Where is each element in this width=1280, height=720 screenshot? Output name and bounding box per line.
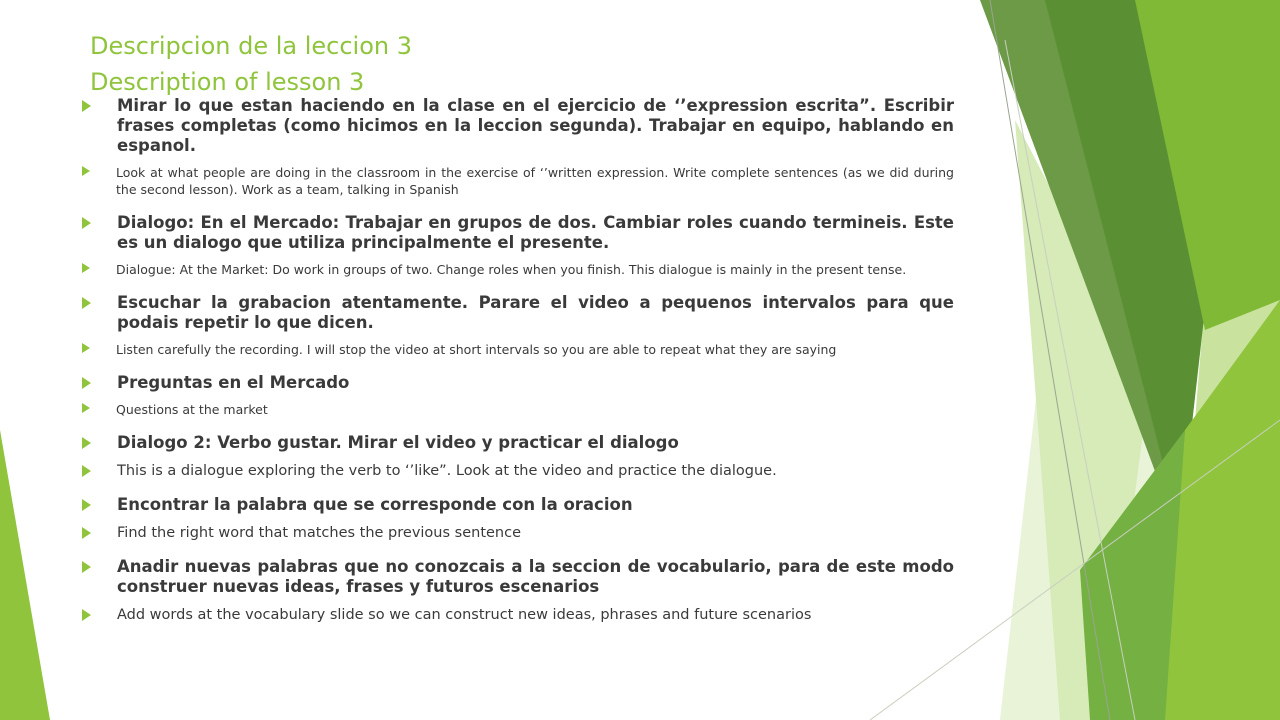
triangle-bullet-icon	[82, 166, 90, 176]
bullet-item	[82, 401, 954, 418]
bullet-item	[82, 433, 954, 453]
bullet-item	[82, 523, 954, 543]
title-line-spanish: Descripcion de la leccion 3	[90, 32, 413, 60]
bullet-text: Preguntas en el Mercado	[117, 373, 350, 392]
triangle-bullet-icon	[82, 561, 91, 573]
bullet-text: Add words at the vocabulary slide so we can construct new ideas, phrases and future scenarios	[117, 607, 812, 623]
bullet-text: Dialogue: At the Market: Do work in groups of two. Change roles when you finish. This dialogue is mainly in the present tense.	[116, 262, 907, 277]
bullet-text: Dialogo 2: Verbo gustar. Mirar el video y practicar el dialogo	[117, 433, 679, 452]
triangle-bullet-icon	[82, 527, 91, 539]
bullet-text: Look at what people are doing in the classroom in the exercise of ‘’written expression. Write complete sentences (as we did during the second lesson). Work as a team, talking in Spanish	[116, 165, 954, 197]
triangle-bullet-icon	[82, 403, 90, 413]
bullet-item	[82, 495, 954, 515]
triangle-bullet-icon	[82, 609, 91, 621]
left-bottom-triangle	[0, 430, 50, 720]
bullet-item	[82, 461, 954, 481]
bullet-list	[82, 96, 954, 625]
bullet-item	[82, 213, 954, 253]
bullet-text: Find the right word that matches the previous sentence	[117, 525, 522, 541]
triangle-bullet-icon	[82, 377, 91, 389]
bullet-item	[82, 96, 954, 156]
bullet-item	[82, 261, 954, 278]
triangle-bullet-icon	[82, 437, 91, 449]
triangle-bullet-icon	[82, 297, 91, 309]
triangle-bullet-icon	[82, 499, 91, 511]
triangle-bullet-icon	[82, 343, 90, 353]
bullet-text: Encontrar la palabra que se corresponde con la oracion	[117, 495, 633, 514]
bullet-item	[82, 341, 954, 358]
bullet-text: Questions at the market	[116, 402, 268, 417]
title-line-english: Description of lesson 3	[90, 68, 365, 96]
bullet-text: Dialogo: En el Mercado: Trabajar en grupos de dos. Cambiar roles cuando termineis. Este es un dialogo que utiliza principalmente el presente.	[117, 213, 954, 252]
bullet-item	[82, 557, 954, 597]
triangle-bullet-icon	[82, 465, 91, 477]
bullet-text: Anadir nuevas palabras que no conozcais a la seccion de vocabulario, para de este modo construer nuevas ideas, frases y futuros escenarios	[117, 557, 954, 596]
bullet-text: Escuchar la grabacion atentamente. Parare el video a pequenos intervalos para que podais repetir lo que dicen.	[117, 293, 954, 332]
bullet-item	[82, 164, 954, 198]
triangle-bullet-icon	[82, 263, 90, 273]
bullet-item	[82, 605, 954, 625]
triangle-bullet-icon	[82, 217, 91, 229]
triangle-bullet-icon	[82, 100, 91, 112]
bullet-text: This is a dialogue exploring the verb to ‘’like”. Look at the video and practice the dialogue.	[117, 463, 777, 479]
bullet-item	[82, 293, 954, 333]
bullet-text: Listen carefully the recording. I will stop the video at short intervals so you are able to repeat what they are saying	[116, 342, 837, 357]
bullet-item	[82, 373, 954, 393]
slide-title	[90, 28, 412, 100]
bullet-text: Mirar lo que estan haciendo en la clase en el ejercicio de ‘’expression escrita”. Escribir frases completas (como hicimos en la leccion segunda). Trabajar en equipo, hablando en espanol.	[117, 96, 954, 155]
